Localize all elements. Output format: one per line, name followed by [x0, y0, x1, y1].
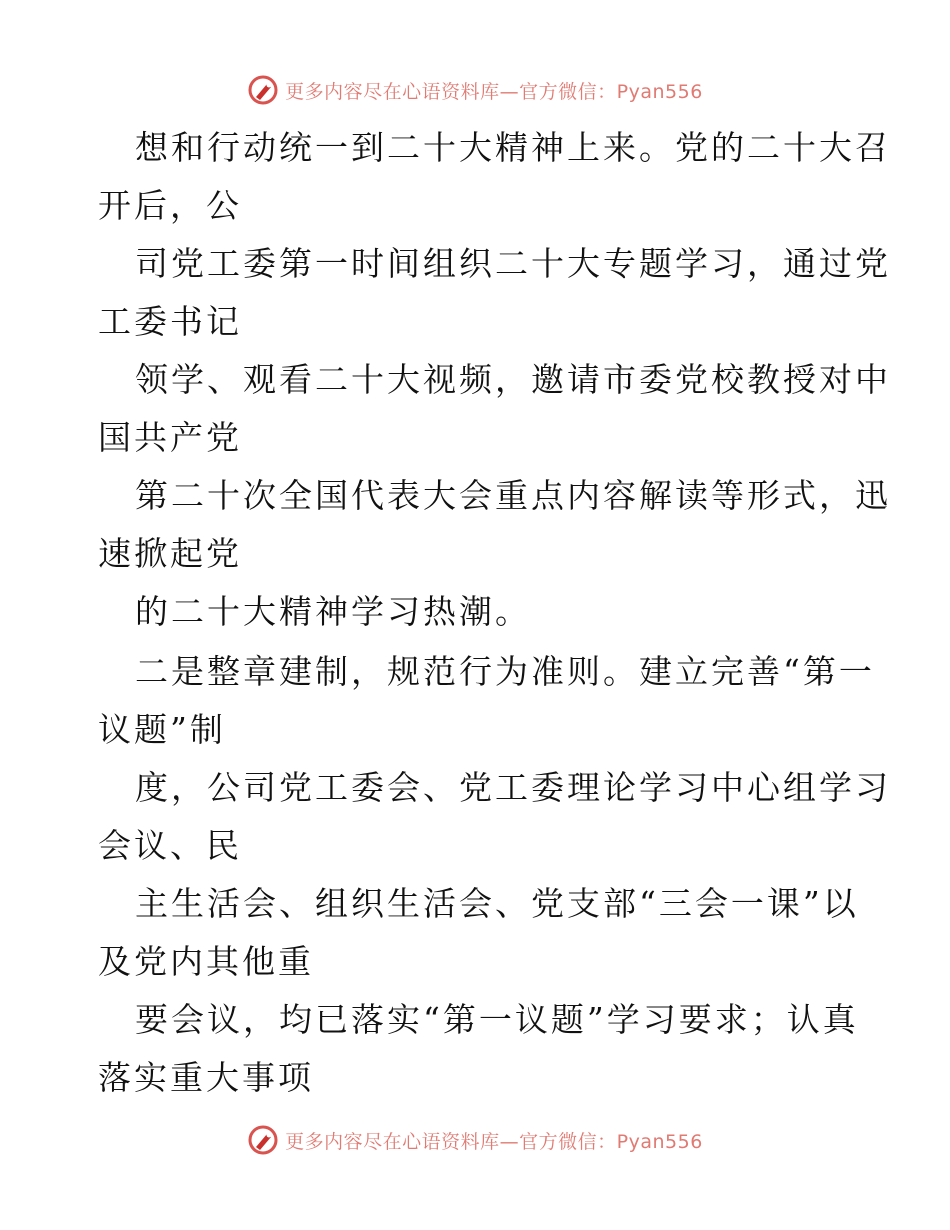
text-line: 要会议，均已落实“第一议题”学习要求；认真: [135, 1000, 859, 1039]
text-line: 第二十次全国代表大会重点内容解读等形式，迅: [135, 476, 891, 515]
text-line: 领学、观看二十大视频，邀请市委党校教授对中: [135, 360, 891, 399]
text-line: 工委书记: [98, 302, 242, 341]
text-line: 议题”制: [98, 710, 226, 749]
text-line: 想和行动统一到二十大精神上来。党的二十大召: [135, 128, 891, 167]
text-line: 司党工委第一时间组织二十大专题学习，通过党: [135, 244, 891, 283]
pen-nib-logo-icon: [247, 74, 279, 106]
text-line: 度，公司党工委会、党工委理论学习中心组学习: [135, 768, 891, 807]
watermark-text: 更多内容尽在心语资料库—官方微信：Pyan556: [285, 80, 703, 103]
text-line: 及党内其他重: [98, 942, 314, 981]
text-line: 二是整章建制，规范行为准则。建立完善“第一: [135, 652, 875, 691]
text-line: 会议、民: [98, 826, 242, 865]
watermark-text: 更多内容尽在心语资料库—官方微信：Pyan556: [285, 1130, 703, 1153]
text-line: 的二十大精神学习热潮。: [135, 592, 531, 631]
text-line: 国共产党: [98, 418, 242, 457]
text-line: 落实重大事项: [98, 1058, 314, 1097]
pen-nib-logo-icon: [247, 1124, 279, 1156]
text-line: 速掀起党: [98, 534, 242, 573]
text-line: 开后，公: [98, 186, 242, 225]
footer-watermark: [0, 1120, 950, 1160]
text-line: 主生活会、组织生活会、党支部“三会一课”以: [135, 884, 859, 923]
header-watermark: [0, 70, 950, 110]
